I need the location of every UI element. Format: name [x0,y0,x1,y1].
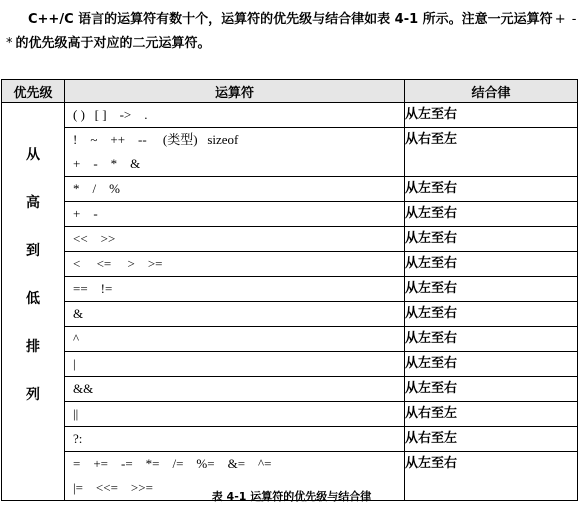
priority-char: 从 [26,147,40,163]
associativity-cell: 从右至左 [405,128,578,177]
associativity-cell: 从左至右 [405,177,578,202]
table-row [2,302,578,327]
header-priority: 优先级 [2,80,65,103]
associativity-cell: 从右至左 [405,427,578,452]
associativity-cell: 从左至右 [405,327,578,352]
operator-line: && [73,381,94,396]
operators-cell [65,352,405,377]
priority-cell [2,103,65,501]
table-header-row [2,80,578,103]
precedence-table [1,79,578,501]
associativity-cell: 从左至右 [405,452,578,501]
operator-line: & [73,306,84,321]
table-caption: 表 4-1 运算符的优先级与结合律 [211,490,372,503]
associativity-cell: 从右至左 [405,402,578,427]
operator-line: == != [73,281,113,296]
table-row [2,352,578,377]
table-row [2,103,578,128]
operators-cell [65,277,405,302]
operators-cell [65,202,405,227]
operator-line: ( ) [ ] -> . [73,107,148,122]
intro-unary-ops: + - * [6,12,578,51]
operators-cell [65,128,405,177]
associativity-cell: 从左至右 [405,352,578,377]
priority-char: 到 [26,243,40,259]
operators-cell [65,377,405,402]
table-row [2,377,578,402]
associativity-cell: 从左至右 [405,103,578,128]
operator-line: + - [73,206,98,221]
operators-cell [65,402,405,427]
operator-line: << >> [73,231,116,246]
associativity-cell: 从左至右 [405,202,578,227]
intro-paragraph [6,8,578,56]
intro-text-a: C++/C 语言的运算符有数十个，运算符的优先级与结合律如表 4-1 所示。注意一元运算符 [28,12,553,27]
operators-cell [65,252,405,277]
table-row [2,202,578,227]
operator-line: < <= > >= [73,256,163,271]
operators-cell [65,327,405,352]
operator-line: + - * & [73,156,141,171]
priority-char: 排 [26,339,40,355]
associativity-cell: 从左至右 [405,252,578,277]
operator-line: ! ~ ++ -- (类型) sizeof [73,132,239,147]
operator-line: || [73,406,79,421]
operator-line: ?: [73,431,83,446]
operator-line: ^ [73,331,80,346]
priority-char: 高 [26,195,40,211]
table-row [2,402,578,427]
operators-cell [65,103,405,128]
header-operators: 运算符 [65,80,405,103]
operator-line: | [73,356,76,371]
table-row [2,177,578,202]
operators-cell [65,302,405,327]
intro-text-b: 的优先级高于对应的二元运算符。 [15,36,211,51]
operator-line: * / % [73,181,120,196]
table-row [2,252,578,277]
associativity-cell: 从左至右 [405,277,578,302]
table-row [2,128,578,177]
table-row [2,327,578,352]
priority-char: 低 [26,291,40,307]
table-row [2,227,578,252]
operators-cell [65,427,405,452]
priority-char: 列 [26,387,40,403]
table-row [2,427,578,452]
associativity-cell: 从左至右 [405,302,578,327]
header-associativity: 结合律 [405,80,578,103]
table-row [2,277,578,302]
associativity-cell: 从左至右 [405,227,578,252]
operators-cell [65,177,405,202]
operators-cell [65,227,405,252]
operator-line: = += -= *= /= %= &= ^= [73,456,272,471]
associativity-cell: 从左至右 [405,377,578,402]
operator-line: |= <<= >>= [73,480,153,495]
